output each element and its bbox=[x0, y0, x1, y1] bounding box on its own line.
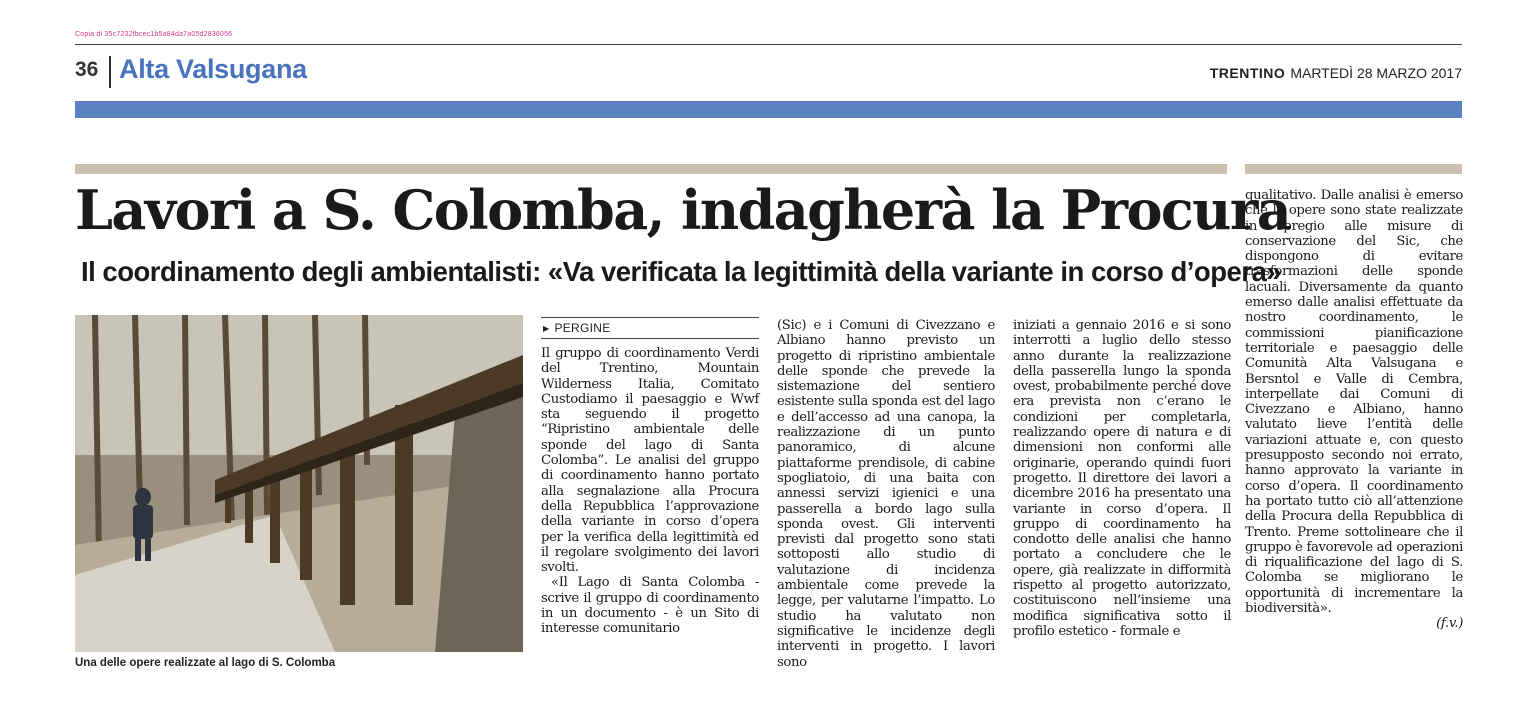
article-column-2 bbox=[777, 318, 995, 670]
article-paragraph: «Il Lago di Santa Colomba - scrive il gruppo di coordinamento in un documento - è un Sito di interesse comunitario bbox=[541, 575, 759, 637]
issue-date: MARTEDÌ 28 MARZO 2017 bbox=[1290, 65, 1462, 81]
dateline-rule-bottom bbox=[541, 338, 759, 339]
masthead bbox=[1210, 65, 1462, 81]
article-paragraph: (Sic) e i Comuni di Civezzano e Albiano hanno previsto un progetto di ripristino ambientale delle sponde che prevede la sistemazione del sentiero esistente sulla sponda est del lago e dell’accesso ad una canopa, la realizzazione di un punto panoramico, di alcune piattaforme prendisole, di cabine spogliatoio, di una baita con annessi servizi igienici e una passerella a bordo lago sulla sponda ovest. Gli interventi previsti dal progetto sono stati sottoposti allo studio di valutazione di incidenza ambientale come prevede la legge, per valutarne l’impatto. Lo studio ha valutato non significative le incidenze degli interventi in progetto. I lavori sono bbox=[777, 318, 995, 670]
photo-caption: Una delle opere realizzate al lago di S. Colomba bbox=[75, 657, 336, 669]
section-divider bbox=[109, 56, 111, 88]
subheadline: Il coordinamento degli ambientalisti: «Va verificata la legittimità della variante in corso d’opera» bbox=[81, 256, 1282, 287]
headline: Lavori a S. Colomba, indagherà la Procura bbox=[75, 178, 1291, 242]
newspaper-name: TRENTINO bbox=[1209, 65, 1286, 81]
article-column-1 bbox=[541, 346, 759, 637]
article-column-4 bbox=[1245, 188, 1463, 632]
page-number: 36 bbox=[75, 58, 99, 81]
article-column-3 bbox=[1013, 318, 1231, 639]
copy-watermark: Copia di 35c7232fbcec1b5a84da7a05d2838056 bbox=[75, 31, 233, 38]
section-title: Alta Valsugana bbox=[119, 54, 307, 84]
article-paragraph: iniziati a gennaio 2016 e si sono interrotti a luglio dello stesso anno durante la realizzazione della passerella lungo la sponda ovest, probabilmente perché dove era prevista non c’erano le condizioni per completarla, realizzando opere di natura e di dimensioni non conformi alle originarie, operando quindi fuori progetto. Il direttore dei lavori a dicembre 2016 ha presentato una variante in corso d’opera. Il gruppo di coordinamento ha condotto delle analisi che hanno portato a concludere che le opere, già realizzate in difformità rispetto al progetto autorizzato, costituiscono nell’insieme una modifica significativa sotto il profilo estetico - formale e bbox=[1013, 318, 1231, 639]
article-paragraph: Il gruppo di coordinamento Verdi del Trentino, Mountain Wilderness Italia, Comitato Custodiamo il paesaggio e Wwf sta seguendo il progetto “Ripristino ambientale delle sponde del lago di Santa Colomba”. Le analisi del gruppo di coordinamento hanno portato alla segnalazione alla Procura della Repubblica l’approvazione della variante in corso d’opera per la verifica della legittimità ed il regolare svolgimento dei lavori svolti. bbox=[541, 346, 759, 576]
section-band bbox=[75, 101, 1462, 118]
article-photo bbox=[75, 315, 523, 652]
top-rule bbox=[75, 44, 1462, 45]
dateline-rule-top bbox=[541, 317, 759, 318]
headline-rule bbox=[75, 164, 1227, 174]
author-signature: (f.v.) bbox=[1436, 616, 1463, 632]
dateline: ▶ PERGINE bbox=[543, 321, 611, 335]
article-paragraph: qualitativo. Dalle analisi è emerso che le opere sono state realizzate in spregio alle misure di conservazione del Sic, che dispongono di evitare trasformazioni delle sponde lacuali. Diversamente da quanto emerso dalle analisi effettuate da nostro coordinamento, le commissioni pianificazione territoriale e paesaggio delle Comunità Alta Valsugana e Bersntol e Valle di Cembra, interpellate dai Comuni di Civezzano e Albiano, hanno valutato lieve l’entità delle variazioni attuate e, con questo presupposto secondo noi errato, hanno approvato la variante in corso d’opera. Il coordinamento ha portato tutto ciò all’attenzione della Procura della Repubblica di Trento. Preme sottolineare che il gruppo è favorevole ad operazioni di riqualificazione del lago di S. Colomba se migliorano le opportunità di incrementare la biodiversità». bbox=[1245, 188, 1463, 617]
sidebar-rule bbox=[1245, 164, 1462, 174]
